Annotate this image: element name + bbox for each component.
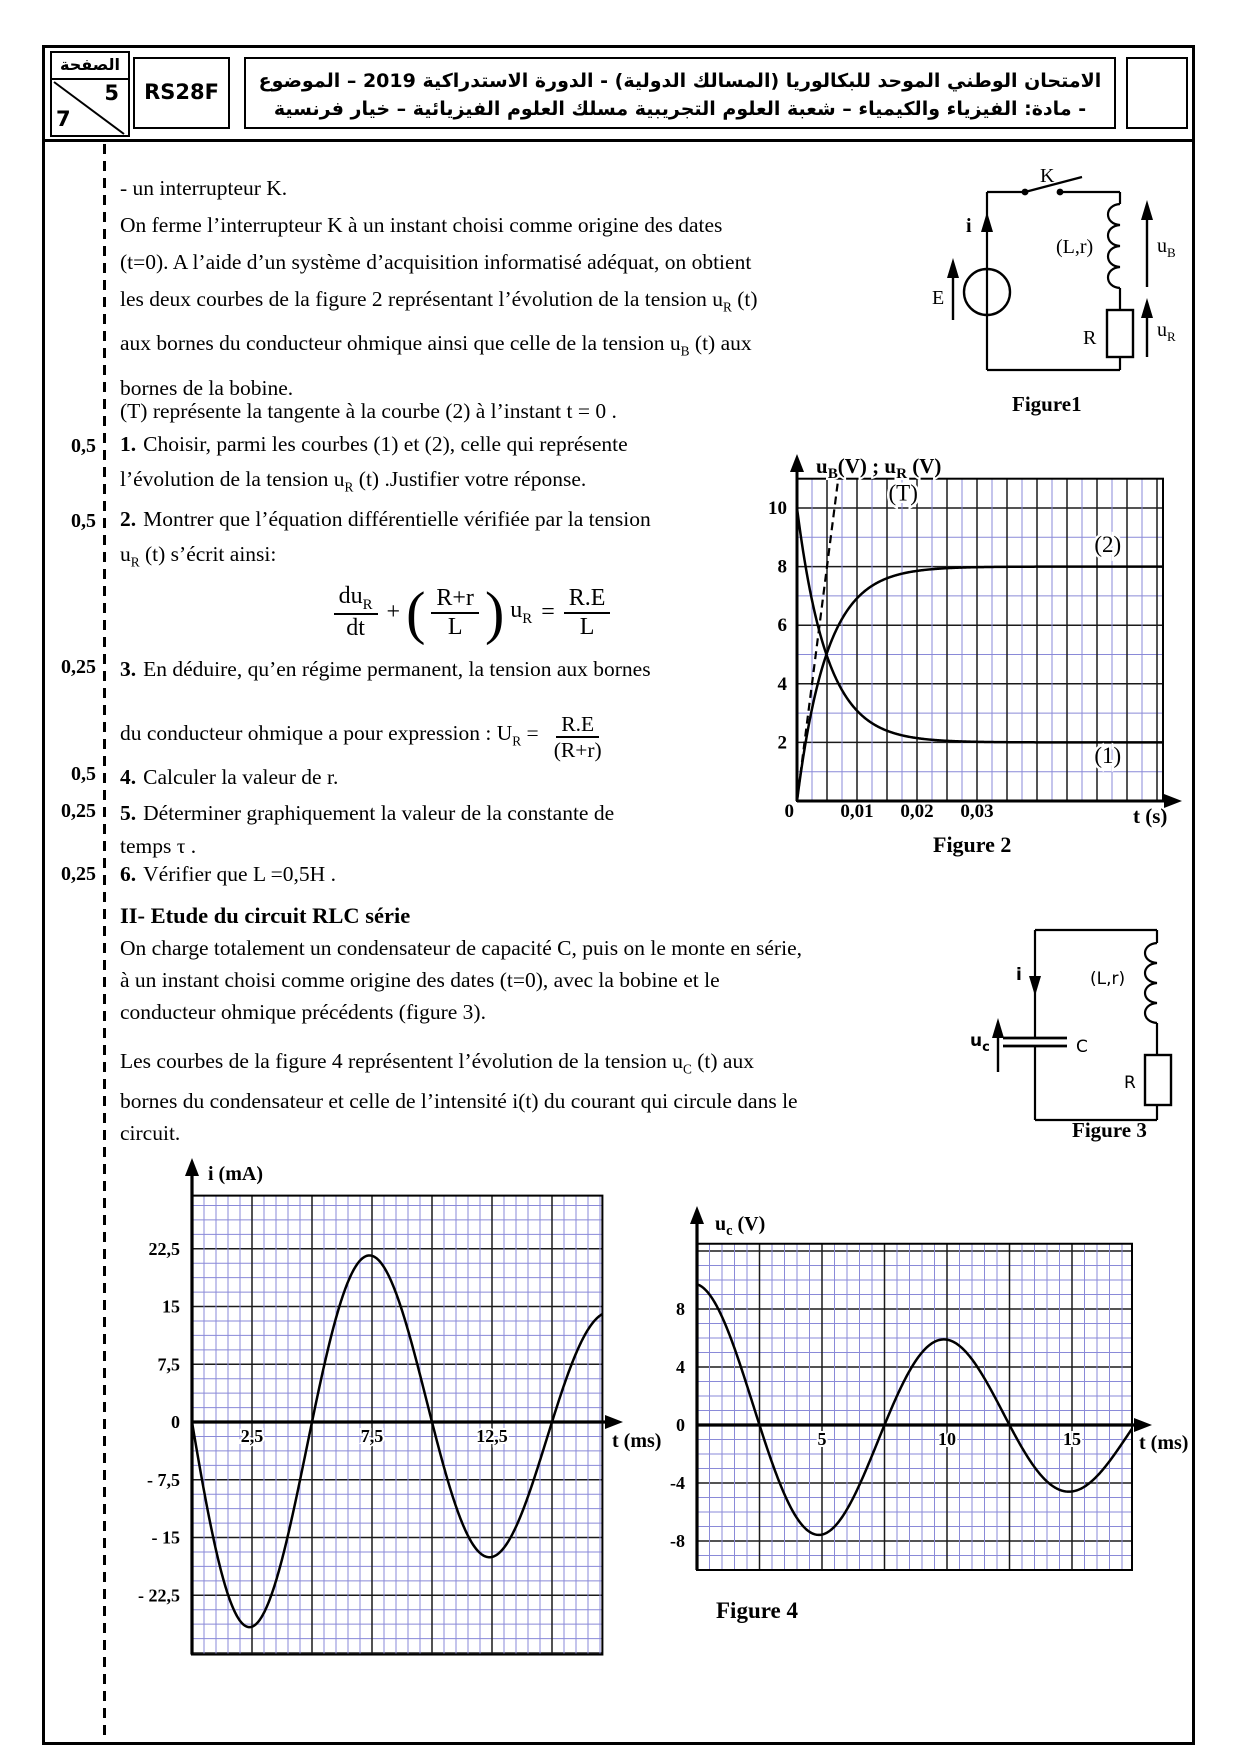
current-arrow: [981, 212, 993, 232]
text-line: Les courbes de la figure 4 représentent l’évolution de la tension $u_C$ (t) aux: [120, 1049, 754, 1077]
question-6: 6. Vérifier que L =0,5H .: [120, 862, 336, 886]
fraction: $\frac{R.E}{(R+r)}$: [553, 711, 602, 762]
plot-border: [697, 1244, 1132, 1570]
y-tick-label: 22,5: [148, 1238, 180, 1259]
text-line: On charge totalement un condensateur de capacité C, puis on le monte en série,: [120, 936, 802, 960]
y-axis-arrow: [690, 1206, 704, 1224]
figure1-caption: Figure1: [1012, 392, 1082, 416]
exam-code: RS28F: [133, 57, 230, 129]
x-axis-title: t (s): [1133, 804, 1168, 828]
y-tick-label: 7,5: [157, 1354, 180, 1375]
page-header: [45, 48, 1192, 142]
text-line: l’évolution de la tension $u_R$ (t) .Justifier votre réponse.: [120, 467, 587, 495]
x-tick-label: 0,02: [900, 801, 934, 822]
resistor-icon: [1107, 310, 1133, 357]
figure1-circuit-diagram: [930, 152, 1196, 392]
fig1-wires: [964, 177, 1133, 370]
x-tick-label: 0,01: [840, 801, 874, 822]
text-line: - un interrupteur K.: [120, 176, 288, 200]
y-tick-label: 0: [171, 1412, 180, 1432]
x-axis-title: t (ms): [612, 1430, 662, 1452]
coil-label: (L,r): [1090, 969, 1126, 989]
y-axis-title: $u_c$ (V): [715, 1213, 766, 1239]
x-tick-label: 12,5: [476, 1426, 508, 1446]
figure2-chart: [690, 446, 1195, 846]
text-line: temps τ .: [120, 834, 197, 858]
y-axis-title: i (mA): [208, 1163, 263, 1185]
score-badge: 0,25: [61, 800, 96, 822]
y-tick-label: 2: [777, 732, 787, 754]
switch-contact-dot: [1022, 189, 1029, 196]
resistor-icon: [1145, 1055, 1171, 1105]
x-axis-title: t (ms): [1139, 1432, 1189, 1454]
text-line: $u_R$ (t) s’écrit ainsi:: [120, 542, 277, 570]
figure3-caption: Figure 3: [1072, 1118, 1147, 1142]
y-tick-label: 8: [777, 556, 787, 578]
margin-dashed-separator: [103, 144, 106, 1740]
text-line: aux bornes du conducteur ohmique ainsi que celle de la tension $u_B$ (t) aux: [120, 331, 752, 359]
page-fraction: [52, 80, 128, 136]
text-line: 1. Choisir, parmi les courbes (1) et (2), celle qui représente: [120, 432, 628, 456]
uR-arrow-head: [1141, 298, 1153, 318]
coil-icon: [1108, 204, 1120, 288]
y-tick-label: 0: [676, 1415, 685, 1435]
score-badge: 0,5: [71, 510, 96, 532]
section-2-paragraph: [120, 932, 882, 1028]
question-number: 2.: [120, 507, 137, 531]
x-tick-label: 2,5: [240, 1426, 264, 1446]
figure2-caption: Figure 2: [933, 832, 1012, 857]
figure4-current-chart: [118, 1150, 680, 1695]
question-number: 1.: [120, 432, 137, 456]
text-line: 5. Déterminer graphiquement la valeur de la constante de: [120, 801, 615, 825]
section-2-paragraph-2: [120, 1045, 882, 1149]
score-badge: 0,25: [61, 656, 96, 678]
origin-label: 0: [784, 801, 794, 822]
text-line: On ferme l’interrupteur K à un instant choisi comme origine des dates: [120, 213, 723, 237]
curve-label: (1): [1094, 742, 1122, 768]
exam-title-line1: الامتحان الوطني الموحد للبكالوريا (المسالك الدولية) - الدورة الاستدراكية 2019 – الموضوع: [258, 70, 1102, 92]
uB-arrow-head: [1141, 200, 1153, 220]
x-axis-arrow: [1134, 1418, 1152, 1432]
capacitor-label: C: [1076, 1037, 1088, 1057]
page-total: 7: [56, 107, 71, 131]
exam-title-line2: - مادة: الفيزياء والكيمياء – شعبة العلوم التجريبية مسلك العلوم الفيزيائية – خيار فرنسية: [273, 98, 1087, 120]
y-tick-label: 4: [777, 673, 787, 695]
page-label: الصفحة: [52, 53, 128, 80]
x-tick-label: 15: [1063, 1429, 1081, 1449]
figure3-circuit-diagram: [958, 918, 1196, 1130]
uc-arrow-head: [992, 1018, 1004, 1038]
section-2-title: II- Etude du circuit RLC série: [120, 903, 411, 928]
fraction: $\frac{du_R}{dt}$: [334, 583, 378, 642]
resistor-label: R: [1083, 327, 1097, 349]
x-tick-label: 5: [817, 1429, 827, 1449]
x-tick-label: 10: [938, 1429, 956, 1449]
y-tick-label: - 7,5: [147, 1469, 180, 1490]
coil-label: (L,r): [1056, 236, 1094, 258]
figure4-voltage-chart: [615, 1160, 1195, 1640]
switch-label: K: [1040, 165, 1055, 187]
source-label: E: [932, 287, 945, 309]
question-3-expression: du conducteur ohmique a pour expression : $U_R$ = $\frac{R.E}{(R+r)}$: [120, 706, 882, 768]
page-number-box: [50, 51, 130, 137]
x-tick-label: 0,03: [960, 801, 994, 822]
exam-title-box: [244, 57, 1116, 129]
header-empty-box: [1126, 57, 1188, 129]
fig3-wires: [1035, 930, 1171, 1120]
tangent-note-line: (T) représente la tangente à la courbe (2) à l’instant t = 0 .: [120, 399, 617, 423]
question-number: 3.: [120, 657, 137, 681]
y-tick-label: 15: [162, 1296, 180, 1317]
question-number: 5.: [120, 801, 137, 825]
uc-label: $u_c$: [970, 1031, 990, 1055]
uB-label: $u_B$: [1157, 235, 1176, 260]
y-tick-label: 8: [676, 1299, 685, 1319]
y-tick-label: - 22,5: [138, 1585, 180, 1606]
text-line: à un instant choisi comme origine des dates (t=0), avec la bobine et le: [120, 968, 720, 992]
fraction: $\frac{R.E}{L}$: [564, 585, 611, 641]
curve-label: (2): [1094, 531, 1122, 557]
y-tick-label: -4: [670, 1473, 685, 1493]
y-tick-label: 6: [777, 615, 787, 637]
current-label: i: [1016, 965, 1022, 985]
text-line: (t=0). A l’aide d’un système d’acquisition informatisé adéquat, on obtient: [120, 250, 752, 274]
uR-label: $u_R$: [1157, 319, 1176, 344]
y-tick-label: 10: [768, 498, 787, 519]
score-badge: 0,25: [61, 863, 96, 885]
coil-icon: [1145, 943, 1157, 1023]
question-number: 6.: [120, 862, 137, 886]
intro-paragraph: [120, 170, 882, 407]
y-tick-label: -8: [670, 1531, 685, 1551]
switch-contact-dot: [1057, 189, 1064, 196]
current-label: i: [966, 215, 972, 237]
text-line: bornes de la bobine.: [120, 375, 294, 400]
variable: $u_R$: [510, 597, 533, 628]
curve-label: (T): [888, 480, 918, 506]
differential-equation: $\frac{du_R}{dt}$ + ( $\frac{R+r}{L}$ ) $u_R$ = $\frac{R.E}{L}$: [252, 583, 692, 642]
text-line: 2. Montrer que l’équation différentielle vérifiée par la tension: [120, 507, 651, 531]
y-tick-label: 4: [676, 1357, 685, 1377]
current-arrow: [1029, 976, 1041, 996]
y-axis-arrow: [185, 1158, 199, 1176]
y-axis-title: $u_B(V)$ ; $u_R$ (V): [816, 454, 942, 482]
resistor-label: R: [1124, 1073, 1136, 1093]
text-line: circuit.: [120, 1121, 181, 1146]
x-tick-label: 7,5: [360, 1426, 384, 1446]
plus-operator: +: [386, 599, 401, 626]
question-3: 3. En déduire, qu’en régime permanent, la tension aux bornes: [120, 657, 651, 681]
fraction: $\frac{R+r}{L}$: [431, 585, 479, 641]
page-current: 5: [104, 81, 119, 105]
equals-sign: =: [541, 599, 555, 626]
score-badge: 0,5: [71, 763, 96, 785]
emf-arrow-head: [947, 258, 959, 278]
text-line: les deux courbes de la figure 2 représentant l’évolution de la tension $u_R$ (t): [120, 287, 758, 315]
question-number: 4.: [120, 765, 137, 789]
y-tick-label: - 15: [151, 1527, 180, 1548]
text-line: conducteur ohmique précédents (figure 3).: [120, 1000, 486, 1024]
figure4-caption: Figure 4: [716, 1598, 798, 1623]
y-axis-arrow: [790, 454, 804, 472]
text-line: bornes du condensateur et celle de l’intensité i(t) du courant qui circule dans le: [120, 1089, 798, 1114]
score-badge: 0,5: [71, 435, 96, 457]
question-4: 4. Calculer la valeur de r.: [120, 765, 339, 789]
